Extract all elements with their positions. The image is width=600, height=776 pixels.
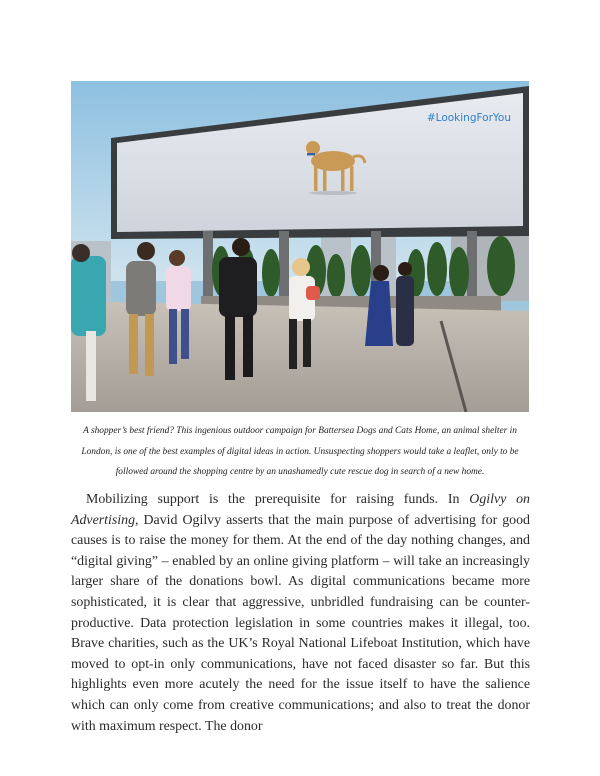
body-text-part2: , David Ogilvy asserts that the main purpose of advertising for good causes is to raise the money for them. At the end of the day nothing changes, and “digital giving” – enabled by an online giving platform – will take an increasingly larger share of the donations bowl. As digital communications became more sophisticated, it is clear that aggressive, unbridled fundraising can be counter-productive. Data protection legislation in some countries makes it illegal, too. Brave charities, such as the UK’s Royal National Lifeboat Institution, which have moved to opt-in only communications, have not faced disaster so far. But this highlights even more acutely the need for the issue itself to have the salience which can only come from creative communications; and also to treat the donor with maximum respect. The donor <box>71 512 530 734</box>
campaign-photo <box>71 81 529 412</box>
billboard-hashtag: #LookingForYou <box>426 112 511 124</box>
figure-caption: A shopper’s best friend? This ingenious outdoor campaign for Battersea Dogs and Cats Home, an animal shelter in London, is one of the best examples of digital ideas in action. Unsuspecting shoppers would take a leaflet, only to be followed around the shopping centre by an unashamedly cute rescue dog in search of a new home. <box>81 426 519 477</box>
book-title: Ogilvy on Advertising <box>71 492 530 528</box>
body-text-part1: Mobilizing support is the prerequisite for raising funds. In <box>86 492 470 507</box>
body-paragraph <box>71 490 530 737</box>
